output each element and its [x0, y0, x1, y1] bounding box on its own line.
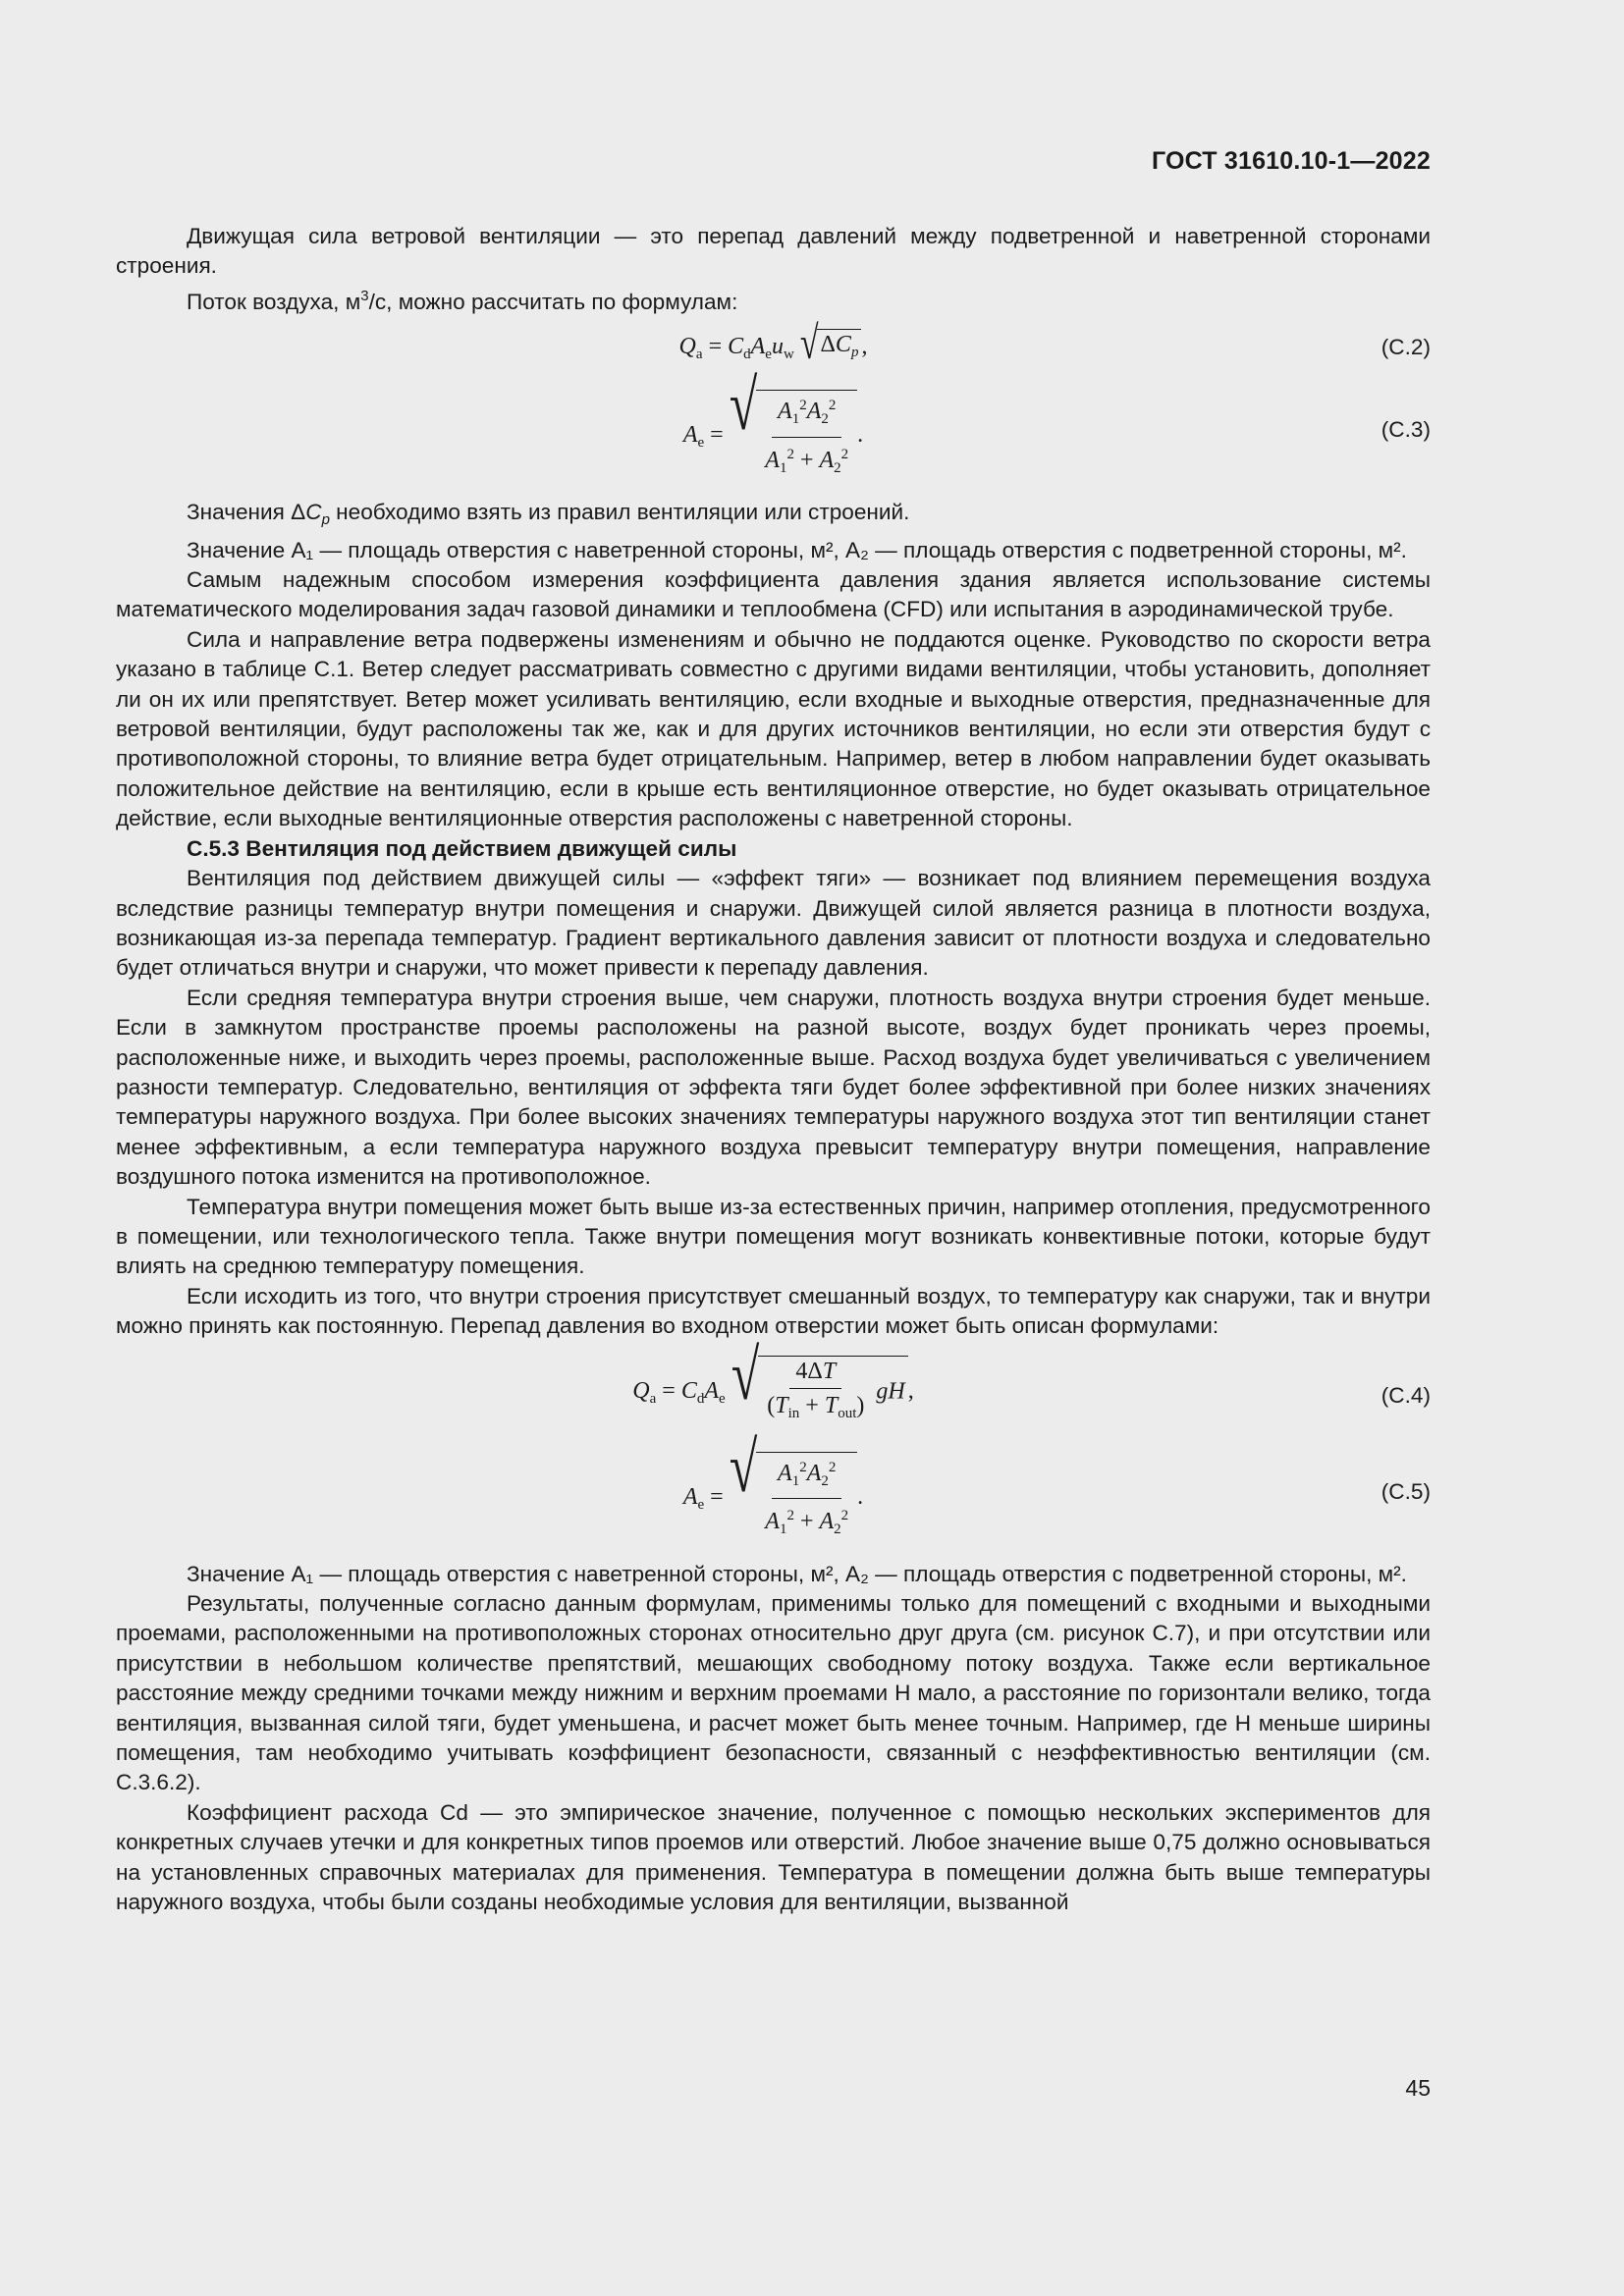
- paragraph: Значение A₁ — площадь отверстия с наветренной стороны, м², A₂ — площадь отверстия с подветренной стороны, м².: [187, 1561, 1407, 1586]
- equation-number: (С.3): [1380, 417, 1431, 443]
- equation-c2: [116, 318, 1431, 382]
- equation-number: (С.2): [1380, 335, 1431, 360]
- paragraph: Если исходить из того, что внутри строения присутствует смешанный воздух, то температуру как снаружи, так и внутри можно принять как постоянную. Перепад давления во входном отверстии может быть описан формулами:: [116, 1283, 1431, 1339]
- section-heading: С.5.3 Вентиляция под действием движущей силы: [187, 835, 737, 861]
- paragraph: Коэффициент расхода Cd — это эмпирическое значение, полученное с помощью нескольких экспериментов для конкретных случаев утечки и для конкретных типов проемов или отверстий. Любое значение выше 0,75 должно основываться на установленных справочных материалах для применения. Температура в помещении должна быть выше температуры наружного воздуха, чтобы были созданы необходимые условия для вентиляции, вызванной: [116, 1799, 1431, 1915]
- equation-c3-formula: $A_e$ = √ $\frac{A_1^2A_2^2}{A_1^2 + A_2^2}$ .: [116, 390, 1431, 483]
- paragraph: Если средняя температура внутри строения выше, чем снаружи, плотность воздуха внутри строения будет меньше. Если в замкнутом пространстве проемы расположены на разной высоте, воздух будет проникать через проемы, расположенные ниже, и выходить через проемы, расположенные выше. Расход воздуха будет увеличиваться с увеличением разности температур. Следовательно, вентиляция от эффекта тяги будет более эффективной при более низких значениях температуры наружного воздуха. При более высоких значениях температуры наружного воздуха этот тип вентиляции станет менее эффективным, а если температура наружного воздуха превысит температуру внутри помещения, направление воздушного потока изменится на противоположное.: [116, 985, 1431, 1190]
- equation-c3: [116, 367, 1431, 484]
- paragraph: Результаты, полученные согласно данным формулам, применимы только для помещений с входными и выходными проемами, расположенными на противоположных сторонах относительно друг друга (см. рисунок С.7), и при отсутствии или присутствии в небольшом количестве препятствий, мешающих свободному потоку воздуха. Также если вертикальное расстояние между средними точками между нижним и верхним проемами H мало, а расстояние по горизонтали велико, тогда вентиляция, вызванная силой тяги, будет уменьшена, и расчет может быть менее точным. Например, где H меньше ширины помещения, там необходимо учитывать коэффициент безопасности, связанный с неэффективностью вентиляции (см. С.3.6.2).: [116, 1591, 1431, 1795]
- equation-c4: [116, 1336, 1431, 1446]
- paragraph: Движущая сила ветровой вентиляции — это перепад давлений между подветренной и наветренной сторонами строения.: [116, 224, 1431, 279]
- equation-c2-formula: $Q_a = C_dA_eu_w$ √ $\Delta C_p$ ,: [678, 318, 868, 370]
- equation-number: (С.4): [1380, 1382, 1431, 1408]
- paragraph: Значения $\Delta C_p$ необходимо взять из правил вентиляции или строений.: [187, 500, 910, 529]
- equation-number: (С.5): [1380, 1478, 1431, 1504]
- equation-c4-formula: $Q_a = C_dA_e$ √ $\frac{4\Delta T}{(T_{in} + T_{out})}$ gH ,: [116, 1356, 1431, 1429]
- equation-c5-formula: $A_e$ = √ $\frac{A_1^2A_2^2}{A_1^2 + A_2^2}$ .: [116, 1452, 1431, 1545]
- page-content: [116, 222, 1431, 1917]
- paragraph: Температура внутри помещения может быть выше из-за естественных причин, например отопления, предусмотренного в помещении, или технологического тепла. Также внутри помещения могут возникать конвективные потоки, которые будут влиять на среднюю температуру помещения.: [116, 1194, 1431, 1279]
- paragraph: Поток воздуха, $м^3/с$, можно рассчитать по формулам:: [187, 287, 738, 314]
- paragraph: Сила и направление ветра подвержены изменениям и обычно не поддаются оценке. Руководство по скорости ветра указано в таблице С.1. Ветер следует рассматривать совместно с другими видами вентиляции, чтобы установить, дополняет ли он их или препятствует. Ветер может усиливать вентиляцию, если входные и выходные отверстия, предназначенные для ветровой вентиляции, будут расположены так же, как и для других источников вентиляции, но если эти отверстия будут с противоположной стороны, то влияние ветра будет отрицательным. Например, ветер в любом направлении будет оказывать положительное действие на вентиляцию, если в крыше есть вентиляционное отверстие, но будет оказывать отрицательное действие, если выходные вентиляционные отверстия расположены с наветренной стороны.: [116, 626, 1431, 831]
- document-header-id: ГОСТ 31610.10-1—2022: [1151, 147, 1431, 175]
- paragraph: Вентиляция под действием движущей силы — «эффект тяги» — возникает под влиянием перемещения воздуха вследствие разницы температур внутри помещения и снаружи. Движущей силой является разница в плотности воздуха, возникающая из-за перепада температур. Градиент вертикального давления зависит от плотности воздуха и следовательно будет отличаться внутри и снаружи, что может привести к перепаду давления.: [116, 866, 1431, 981]
- paragraph: Самым надежным способом измерения коэффициента давления здания является использование системы математического моделирования задач газовой динамики и теплообмена (CFD) или испытания в аэродинамической трубе.: [116, 567, 1431, 622]
- page-number: 45: [1405, 2075, 1431, 2101]
- equation-c5: [116, 1428, 1431, 1546]
- paragraph: Значение A₁ — площадь отверстия с наветренной стороны, м², A₂ — площадь отверстия с подветренной стороны, м².: [187, 537, 1407, 562]
